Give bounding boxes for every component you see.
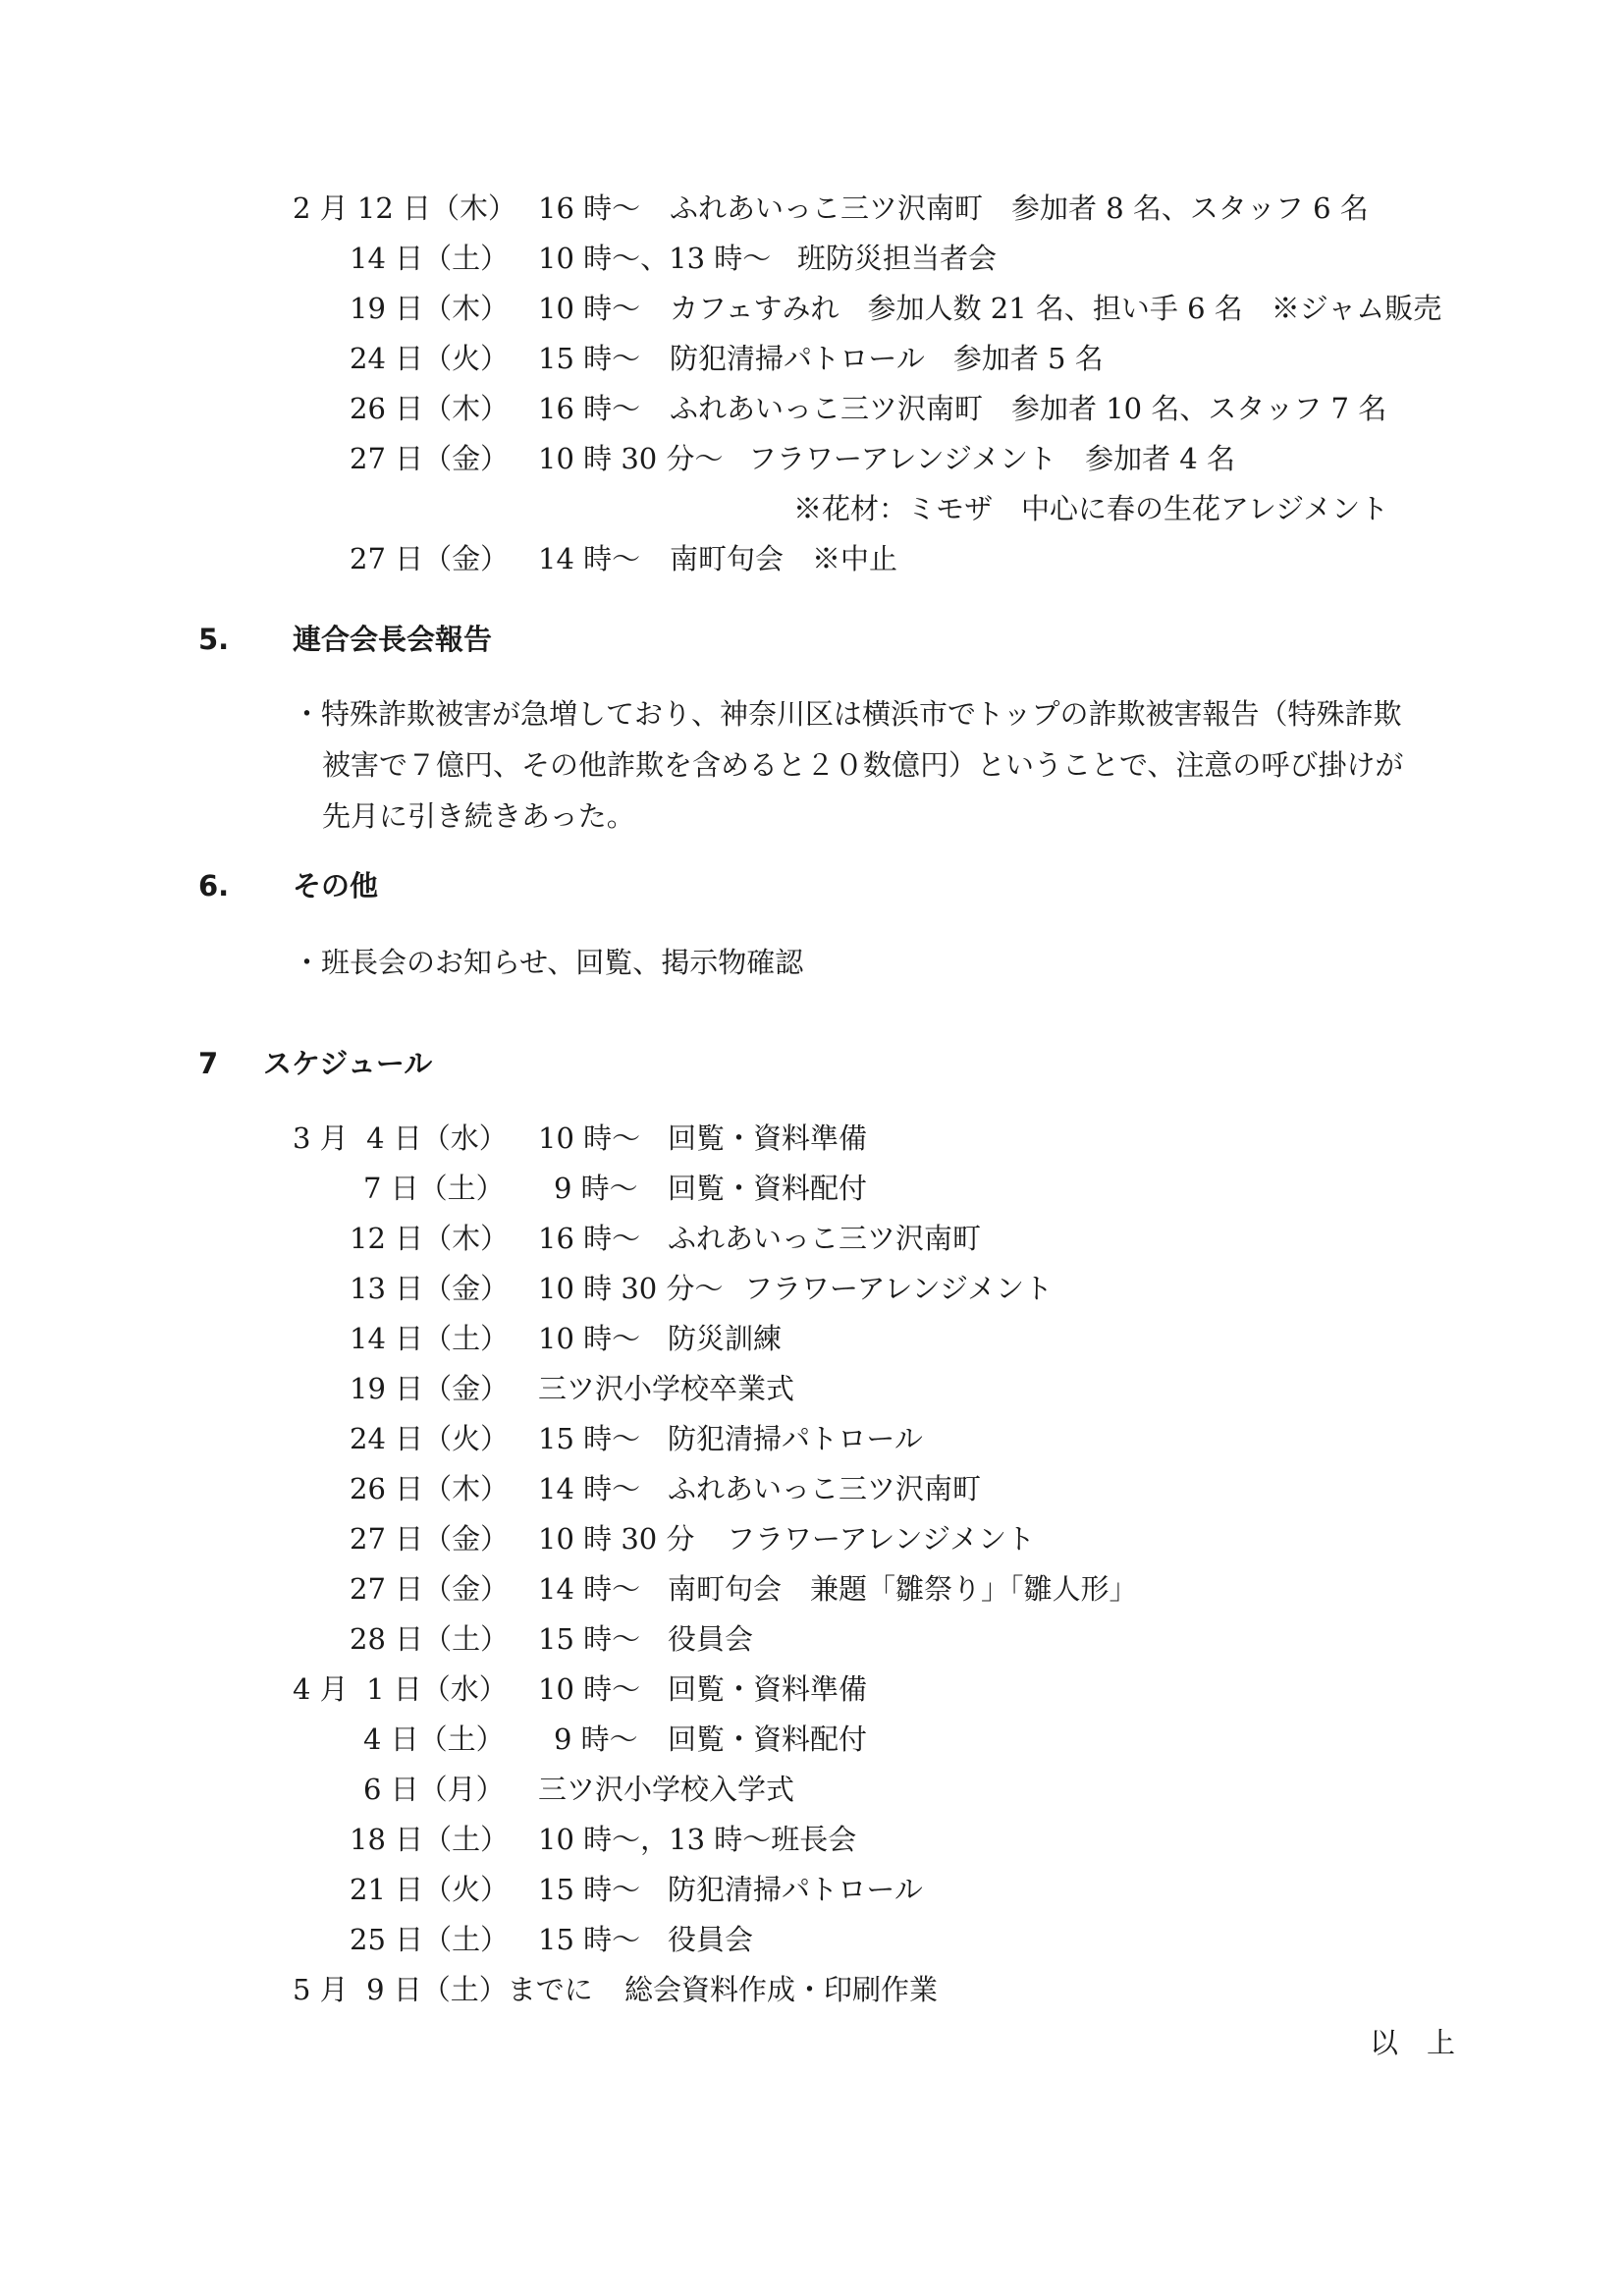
- schedule-date: 6 日（月）: [363, 1773, 505, 1806]
- section-6-number: 6.: [198, 869, 230, 902]
- schedule-date: 26 日（木）: [350, 1472, 510, 1505]
- schedule-date: 4 日（土）: [363, 1722, 505, 1756]
- section-5-number: 5.: [198, 623, 230, 656]
- schedule-date: 7 日（土）: [363, 1172, 505, 1205]
- feb-event-date: 26 日（木）: [350, 392, 510, 425]
- section-5-title: 連合会長会報告: [293, 623, 493, 656]
- schedule-time: 10 時～: [538, 1322, 641, 1355]
- feb-event-time: 15 時～: [538, 342, 641, 375]
- schedule-time: 15 時～: [538, 1622, 641, 1656]
- schedule-time: 10 時～，13 時～班長会: [538, 1823, 857, 1856]
- schedule-date: 24 日（火）: [350, 1422, 510, 1455]
- schedule-desc: 南町句会 兼題「雛祭り」「雛人形」: [668, 1572, 1138, 1606]
- schedule-time: 10 時～: [538, 1672, 641, 1706]
- schedule-desc: 役員会: [668, 1923, 754, 1956]
- section-7-number: 7: [198, 1047, 219, 1080]
- schedule-date: 21 日（火）: [350, 1873, 510, 1906]
- schedule-time: 10 時～: [538, 1121, 641, 1155]
- feb-event-time: 16 時～: [538, 392, 641, 425]
- feb-event-date: 27 日（金）: [350, 442, 510, 475]
- schedule-time: 9 時～: [554, 1722, 638, 1756]
- schedule-date: 3 月 4 日（水）: [293, 1121, 508, 1155]
- schedule-date: 27 日（金）: [350, 1522, 510, 1556]
- schedule-time: 9 時～: [554, 1172, 638, 1205]
- schedule-time: 16 時～: [538, 1222, 641, 1255]
- schedule-date: 18 日（土）: [350, 1823, 510, 1856]
- section-6-title: その他: [293, 869, 379, 902]
- schedule-date: 5 月 9 日（土）までに: [293, 1973, 593, 2006]
- section-5-body-line: 被害で７億円、その他詐欺を含めると２０数億円）ということで、注意の呼び掛けが: [322, 748, 1404, 782]
- schedule-desc: 回覧・資料配付: [668, 1722, 868, 1756]
- feb-event-desc: 防犯清掃パトロール 参加者 5 名: [670, 342, 1104, 375]
- schedule-time: 10 時 30 分: [538, 1522, 695, 1556]
- schedule-date: 12 日（木）: [350, 1222, 510, 1255]
- schedule-desc: 三ツ沢小学校入学式: [538, 1773, 795, 1806]
- schedule-desc: フラワーアレンジメント: [727, 1522, 1036, 1556]
- schedule-desc: 回覧・資料準備: [668, 1672, 868, 1706]
- schedule-desc: 防犯清掃パトロール: [668, 1422, 923, 1455]
- schedule-time: 15 時～: [538, 1422, 641, 1455]
- schedule-desc: 回覧・資料準備: [668, 1121, 868, 1155]
- section-5-body-line: 先月に引き続きあった。: [322, 799, 635, 833]
- schedule-date: 27 日（金）: [350, 1572, 510, 1606]
- feb-event-date: 2 月 12 日（木）: [293, 191, 517, 225]
- section-7-title: スケジュール: [263, 1047, 433, 1080]
- feb-event-date: 14 日（土）: [350, 242, 510, 275]
- schedule-time: 10 時 30 分～: [538, 1272, 724, 1305]
- schedule-desc: 回覧・資料配付: [668, 1172, 868, 1205]
- feb-event-time: 10 時～: [538, 292, 641, 325]
- feb-event-time: 14 時～: [538, 542, 641, 575]
- feb-event-note: ※花材：ミモザ 中心に春の生花アレジメント: [793, 492, 1389, 525]
- feb-event-desc: フラワーアレンジメント 参加者 4 名: [748, 442, 1235, 475]
- schedule-date: 14 日（土）: [350, 1322, 510, 1355]
- section-6-body: ・班長会のお知らせ、回覧、掲示物確認: [293, 946, 804, 979]
- schedule-time: 14 時～: [538, 1472, 641, 1505]
- schedule-desc: フラワーアレンジメント: [744, 1272, 1054, 1305]
- schedule-date: 13 日（金）: [350, 1272, 510, 1305]
- feb-event-time: 10 時 30 分～: [538, 442, 724, 475]
- feb-event-desc: カフェすみれ 参加人数 21 名、担い手 6 名 ※ジャム販売: [670, 292, 1442, 325]
- feb-event-time: 10 時～、13 時～: [538, 242, 772, 275]
- schedule-desc: ふれあいっこ三ツ沢南町: [668, 1472, 982, 1505]
- feb-event-date: 27 日（金）: [350, 542, 510, 575]
- feb-event-time: 16 時～: [538, 191, 641, 225]
- feb-event-desc: ふれあいっこ三ツ沢南町 参加者 10 名、スタッフ 7 名: [670, 392, 1387, 425]
- feb-event-date: 24 日（火）: [350, 342, 510, 375]
- schedule-date: 28 日（土）: [350, 1622, 510, 1656]
- feb-event-date: 19 日（木）: [350, 292, 510, 325]
- schedule-desc: ふれあいっこ三ツ沢南町: [668, 1222, 982, 1255]
- schedule-date: 25 日（土）: [350, 1923, 510, 1956]
- schedule-time: 14 時～: [538, 1572, 641, 1606]
- section-5-body-line: ・特殊詐欺被害が急増しており、神奈川区は横浜市でトップの詐欺被害報告（特殊詐欺: [293, 697, 1402, 731]
- schedule-desc: 三ツ沢小学校卒業式: [538, 1372, 795, 1405]
- feb-event-desc: ふれあいっこ三ツ沢南町 参加者 8 名、スタッフ 6 名: [670, 191, 1369, 225]
- schedule-time: 15 時～: [538, 1873, 641, 1906]
- schedule-date: 4 月 1 日（水）: [293, 1672, 508, 1706]
- closing-mark: 以 上: [1370, 2026, 1456, 2059]
- schedule-date: 19 日（金）: [350, 1372, 510, 1405]
- schedule-desc: 役員会: [668, 1622, 754, 1656]
- schedule-desc: 総会資料作成・印刷作業: [624, 1973, 939, 2006]
- feb-event-desc: 班防災担当者会: [797, 242, 998, 275]
- schedule-time: 15 時～: [538, 1923, 641, 1956]
- schedule-desc: 防犯清掃パトロール: [668, 1873, 923, 1906]
- schedule-desc: 防災訓練: [668, 1322, 783, 1355]
- feb-event-desc: 南町句会 ※中止: [670, 542, 898, 575]
